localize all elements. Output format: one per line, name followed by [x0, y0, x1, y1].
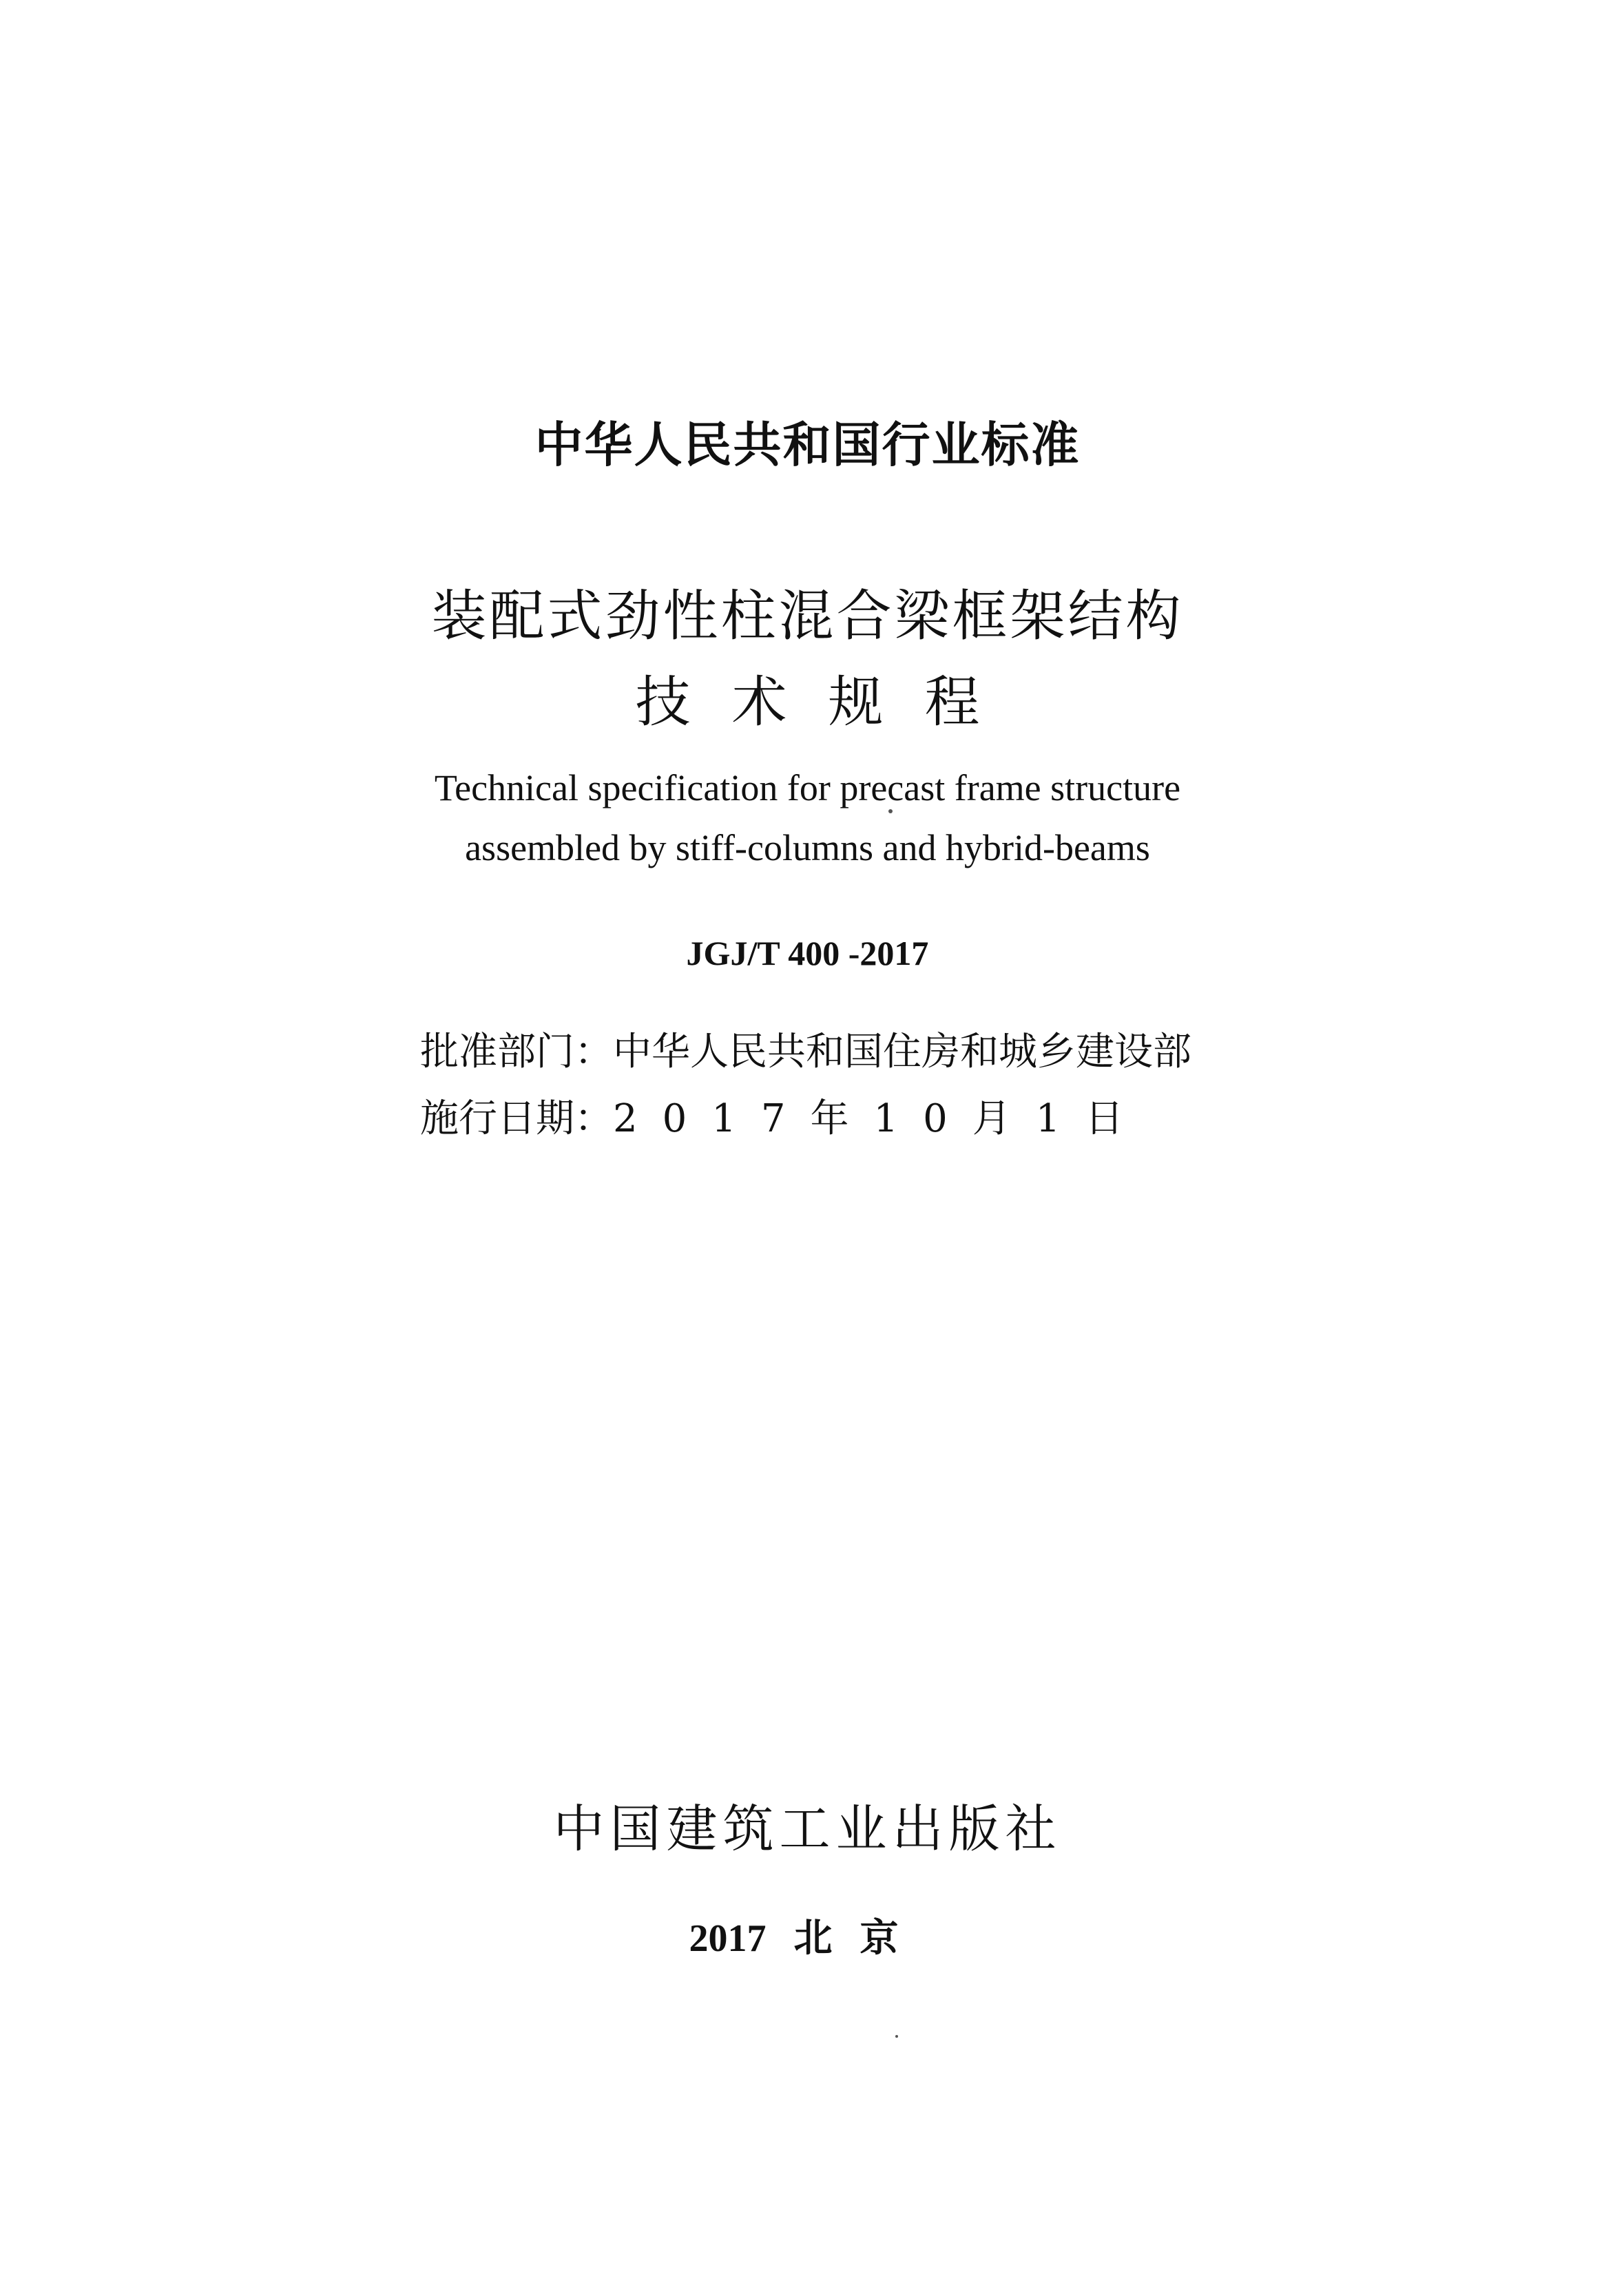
publication-year-and-city [0, 1908, 1615, 1963]
effective-date-label: 施行日期： [420, 1096, 613, 1141]
approval-value: 中华人民共和国住房和城乡建设部 [613, 1030, 1191, 1074]
approval-department-row [420, 1021, 1219, 1076]
english-title-line-2: assembled by stiff-columns and hybrid-beams [465, 827, 1150, 868]
approval-label: 批准部门： [420, 1030, 613, 1074]
publisher-name: 中国建筑工业出版社 [553, 1799, 1062, 1859]
scan-speck [888, 809, 893, 813]
effective-date-value: 2017年10月1日 [613, 1096, 1149, 1141]
standard-code: JGJ/T 400 -2017 [686, 934, 929, 972]
chinese-title-line-2: 技术规程 [635, 670, 1021, 734]
effective-date-row [420, 1088, 1219, 1143]
english-title-line-1: Technical specification for precast frame structure [434, 767, 1181, 808]
publication-year: 2017 [689, 1917, 767, 1960]
publication-city: 北京 [793, 1916, 926, 1961]
chinese-title-line-1: 装配式劲性柱混合梁框架结构 [431, 584, 1184, 648]
standard-category-heading: 中华人民共和国行业标准 [534, 417, 1081, 473]
scan-speck [895, 2035, 898, 2038]
